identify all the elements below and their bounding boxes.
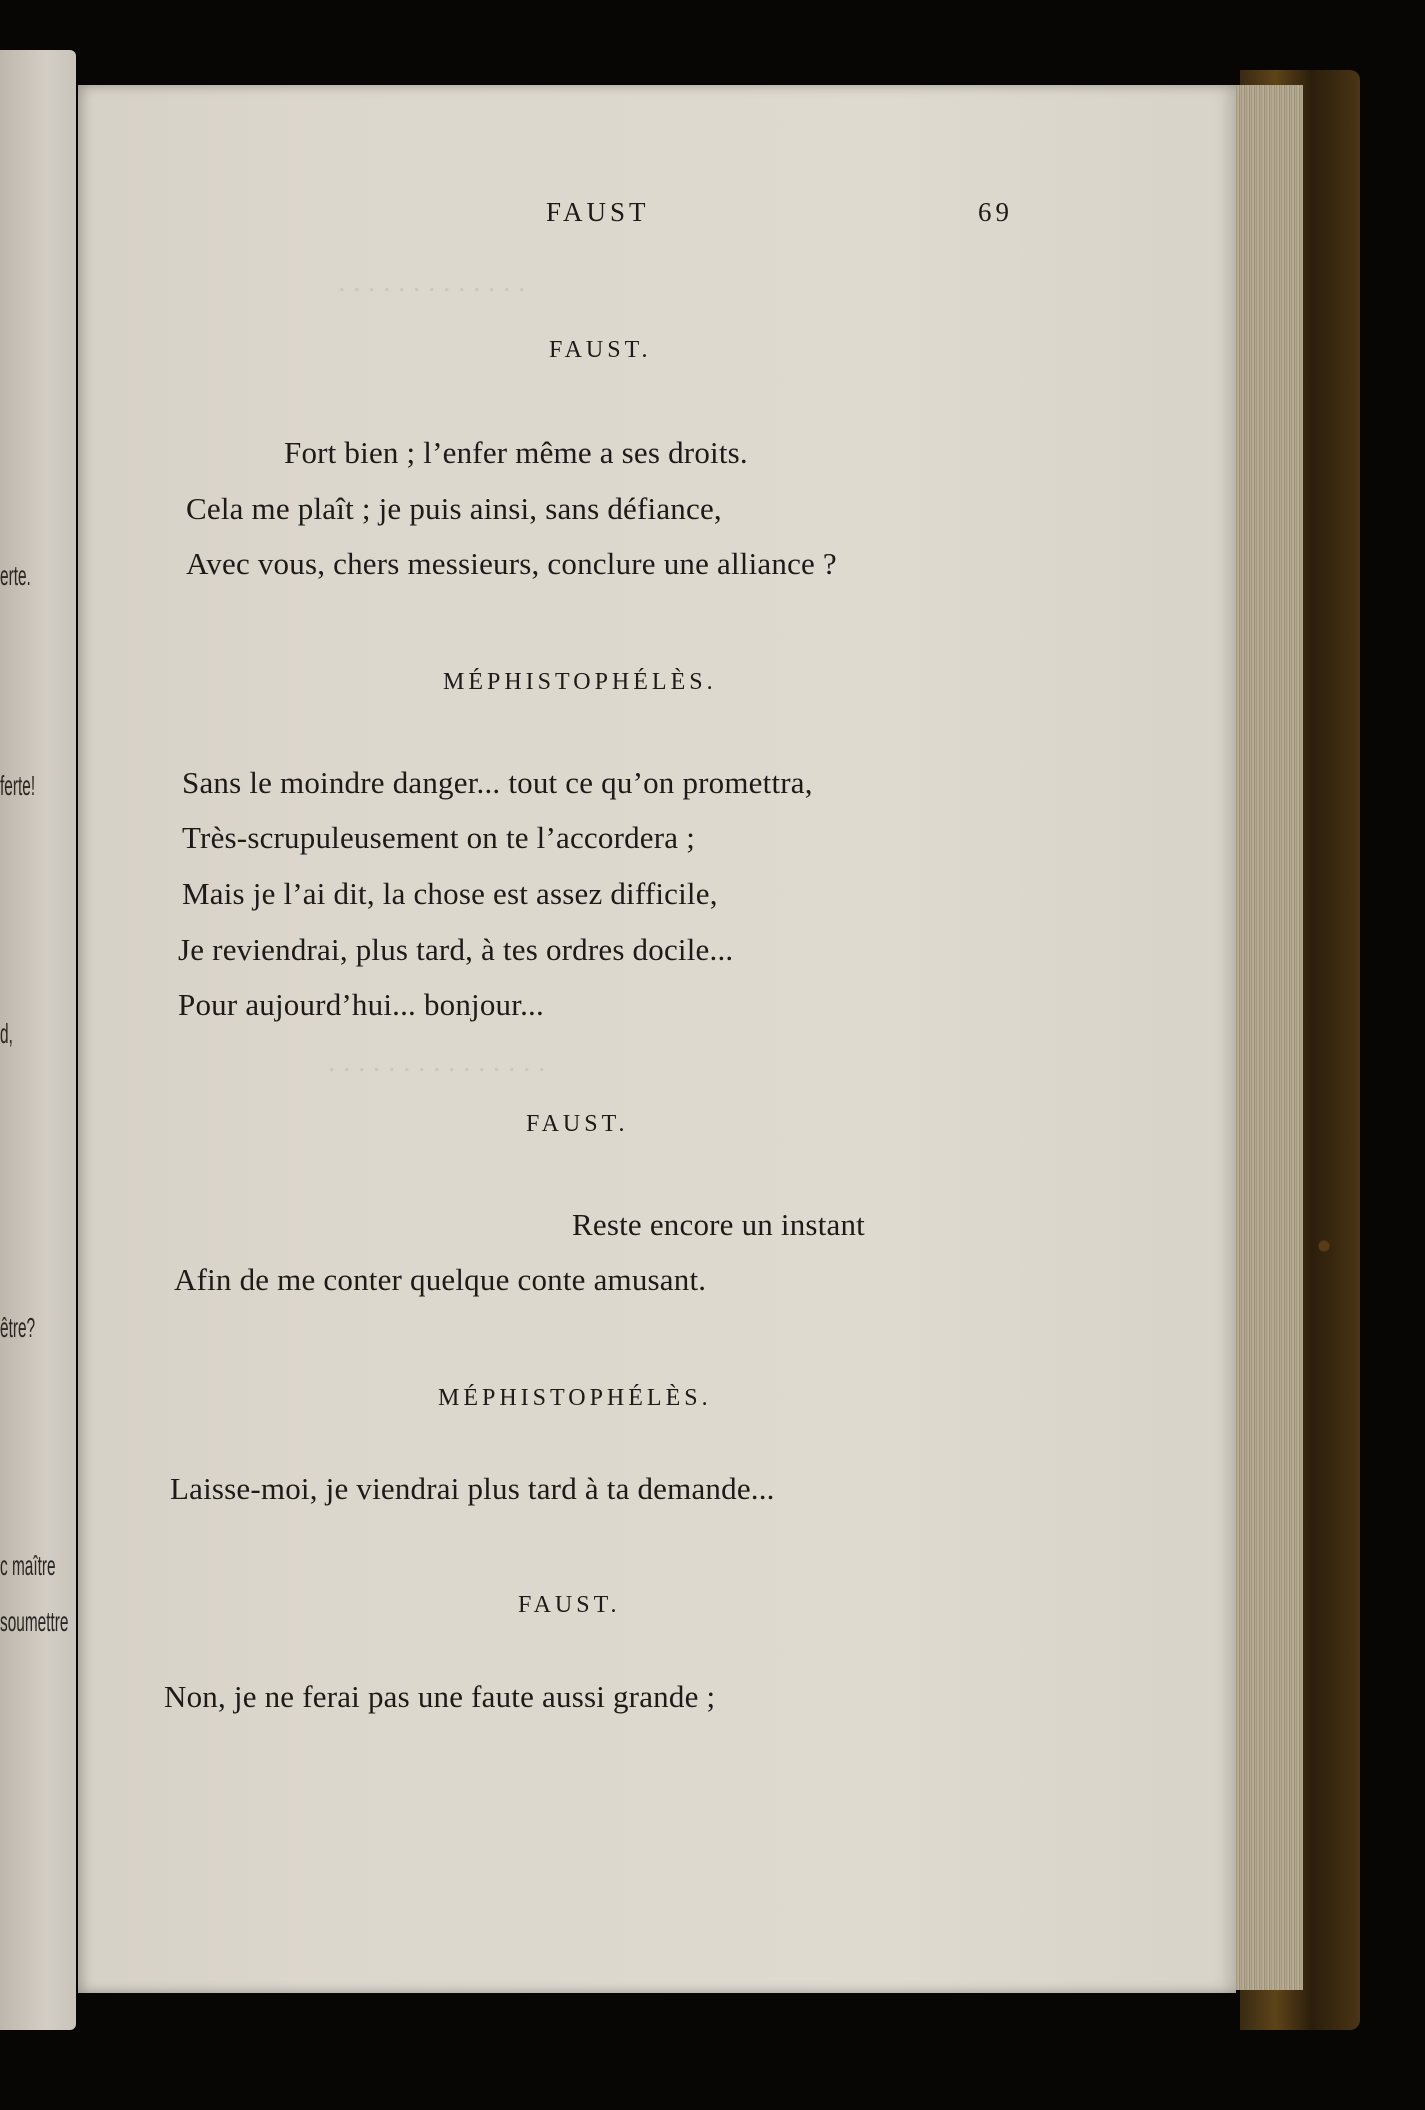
speaker-name: FAUST. xyxy=(518,1592,621,1618)
verse-line: Mais je l’ai dit, la chose est assez difficile, xyxy=(182,876,718,911)
page-number: 69 xyxy=(978,197,1013,227)
verse-line: Laisse-moi, je viendrai plus tard à ta demande... xyxy=(170,1471,775,1506)
speaker-name: MÉPHISTOPHÉLÈS. xyxy=(438,1385,712,1411)
speaker-name: MÉPHISTOPHÉLÈS. xyxy=(443,669,717,695)
verse-line: Non, je ne ferai pas une faute aussi grande ; xyxy=(164,1679,716,1714)
show-through-text: . . . . . . . . . . . . . xyxy=(338,265,526,298)
left-page-fragment: ferte! xyxy=(0,770,36,801)
page-edges xyxy=(1235,85,1303,1990)
verse-line: Cela me plaît ; je puis ainsi, sans défiance, xyxy=(186,491,722,526)
speaker-name: FAUST. xyxy=(549,337,652,363)
left-page-fragment: être? xyxy=(0,1312,36,1343)
verse-line: Reste encore un instant xyxy=(572,1207,865,1242)
left-page-fragment: soumettre xyxy=(0,1606,69,1637)
verse-line: Je reviendrai, plus tard, à tes ordres docile... xyxy=(178,932,734,967)
left-page-fragment: c maître xyxy=(0,1550,56,1581)
verse-line: Très-scrupuleusement on te l’accordera ; xyxy=(182,820,696,855)
left-page-fragment: erte. xyxy=(0,560,31,591)
verse-line: Sans le moindre danger... tout ce qu’on promettra, xyxy=(182,765,813,800)
left-facing-page xyxy=(0,50,76,2030)
verse-line: Afin de me conter quelque conte amusant. xyxy=(174,1262,707,1297)
show-through-text: . . . . . . . . . . . . . . . xyxy=(328,1045,546,1078)
verse-line: Fort bien ; l’enfer même a ses droits. xyxy=(284,435,748,470)
left-page-fragment: d, xyxy=(0,1018,13,1049)
verse-line: Pour aujourd’hui... bonjour... xyxy=(178,987,544,1022)
speaker-name: FAUST. xyxy=(526,1111,629,1137)
book-page xyxy=(78,85,1236,1993)
verse-line: Avec vous, chers messieurs, conclure une alliance ? xyxy=(186,546,837,581)
running-title: FAUST xyxy=(546,197,650,227)
